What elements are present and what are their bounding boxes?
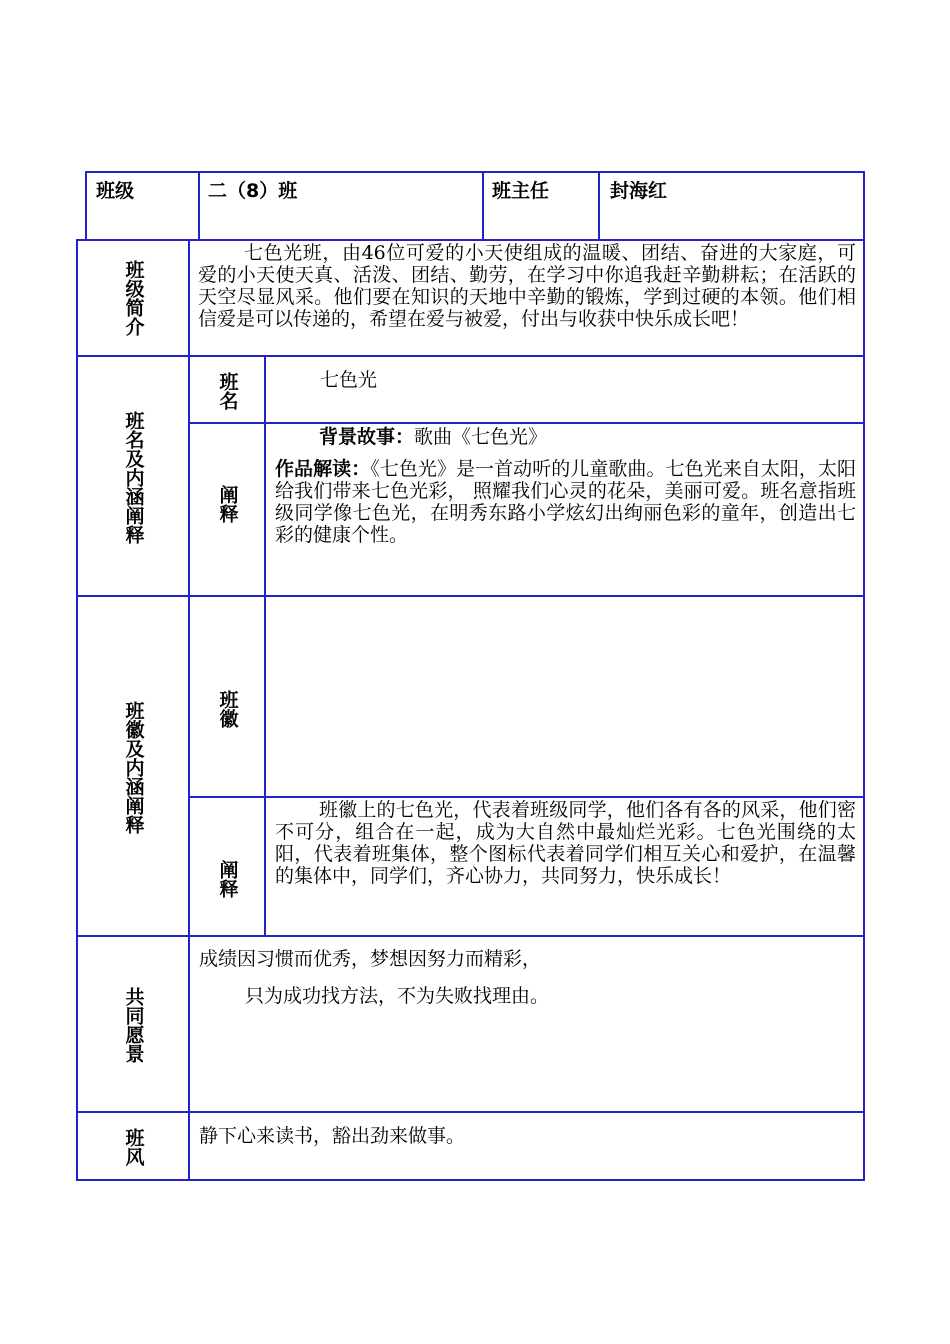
badge-sub-label: 班徽 [216, 689, 239, 728]
class-name-label: 班名及内涵阐释 [122, 410, 145, 544]
story-value: 歌曲《七色光》 [414, 426, 548, 448]
interp-value: 《七色光》是一首动听的儿童歌曲。七色光来自太阳，太阳给我们带来七色光彩， 照耀我们心灵的花朵，美丽可爱。班名意指班级同学像七色光，在明秀东路小学炫幻出绚丽色彩的童年，创造出七彩的健康个性。 [275, 458, 856, 546]
style-text: 静下心来读书，豁出劲来做事。 [199, 1125, 466, 1147]
interp-paragraph [275, 458, 856, 546]
class-value: 二（8）班 [208, 180, 298, 202]
intro-label: 班级简介 [122, 260, 145, 336]
vision-line-2: 只为成功找方法，不为失败找理由。 [245, 985, 550, 1007]
class-label: 班级 [96, 180, 135, 202]
class-name-value: 七色光 [320, 369, 378, 391]
badge-explain-text: 班徽上的七色光，代表着班级同学，他们各有各的风采，他们密不可分，组合在一起，成为大自然中最灿烂光彩。七色光围绕的太阳，代表着班集体，整个图标代表着同学们相互关心和爱护，在温馨的集体中，同学们，齐心协力，共同努力，快乐成长！ [275, 799, 856, 887]
story-label: 背景故事： [319, 426, 415, 448]
teacher-value: 封海红 [610, 180, 668, 202]
vision-line-1: 成绩因习惯而优秀，梦想因努力而精彩， [199, 948, 542, 970]
interp-label: 作品解读： [275, 458, 371, 480]
story-line [275, 426, 856, 448]
name-explain-label: 阐释 [216, 484, 239, 523]
name-sub-label: 班名 [216, 372, 239, 410]
teacher-label: 班主任 [492, 180, 550, 202]
style-label: 班风 [122, 1128, 145, 1166]
badge-explain-label: 阐释 [216, 860, 239, 898]
vision-label: 共同愿景 [122, 987, 145, 1063]
intro-text: 七色光班，由46位可爱的小天使组成的温暖、团结、奋进的大家庭，可爱的小天使天真、活泼、团结、勤劳，在学习中你追我赶辛勤耕耘；在活跃的天空尽显风采。他们要在知识的天地中辛勤的锻炼，学到过硬的本领。他们相信爱是可以传递的，希望在爱与被爱，付出与收获中快乐成长吧！ [198, 242, 856, 330]
badge-image-area [266, 597, 863, 796]
badge-section-label: 班徽及内涵阐释 [122, 700, 145, 834]
